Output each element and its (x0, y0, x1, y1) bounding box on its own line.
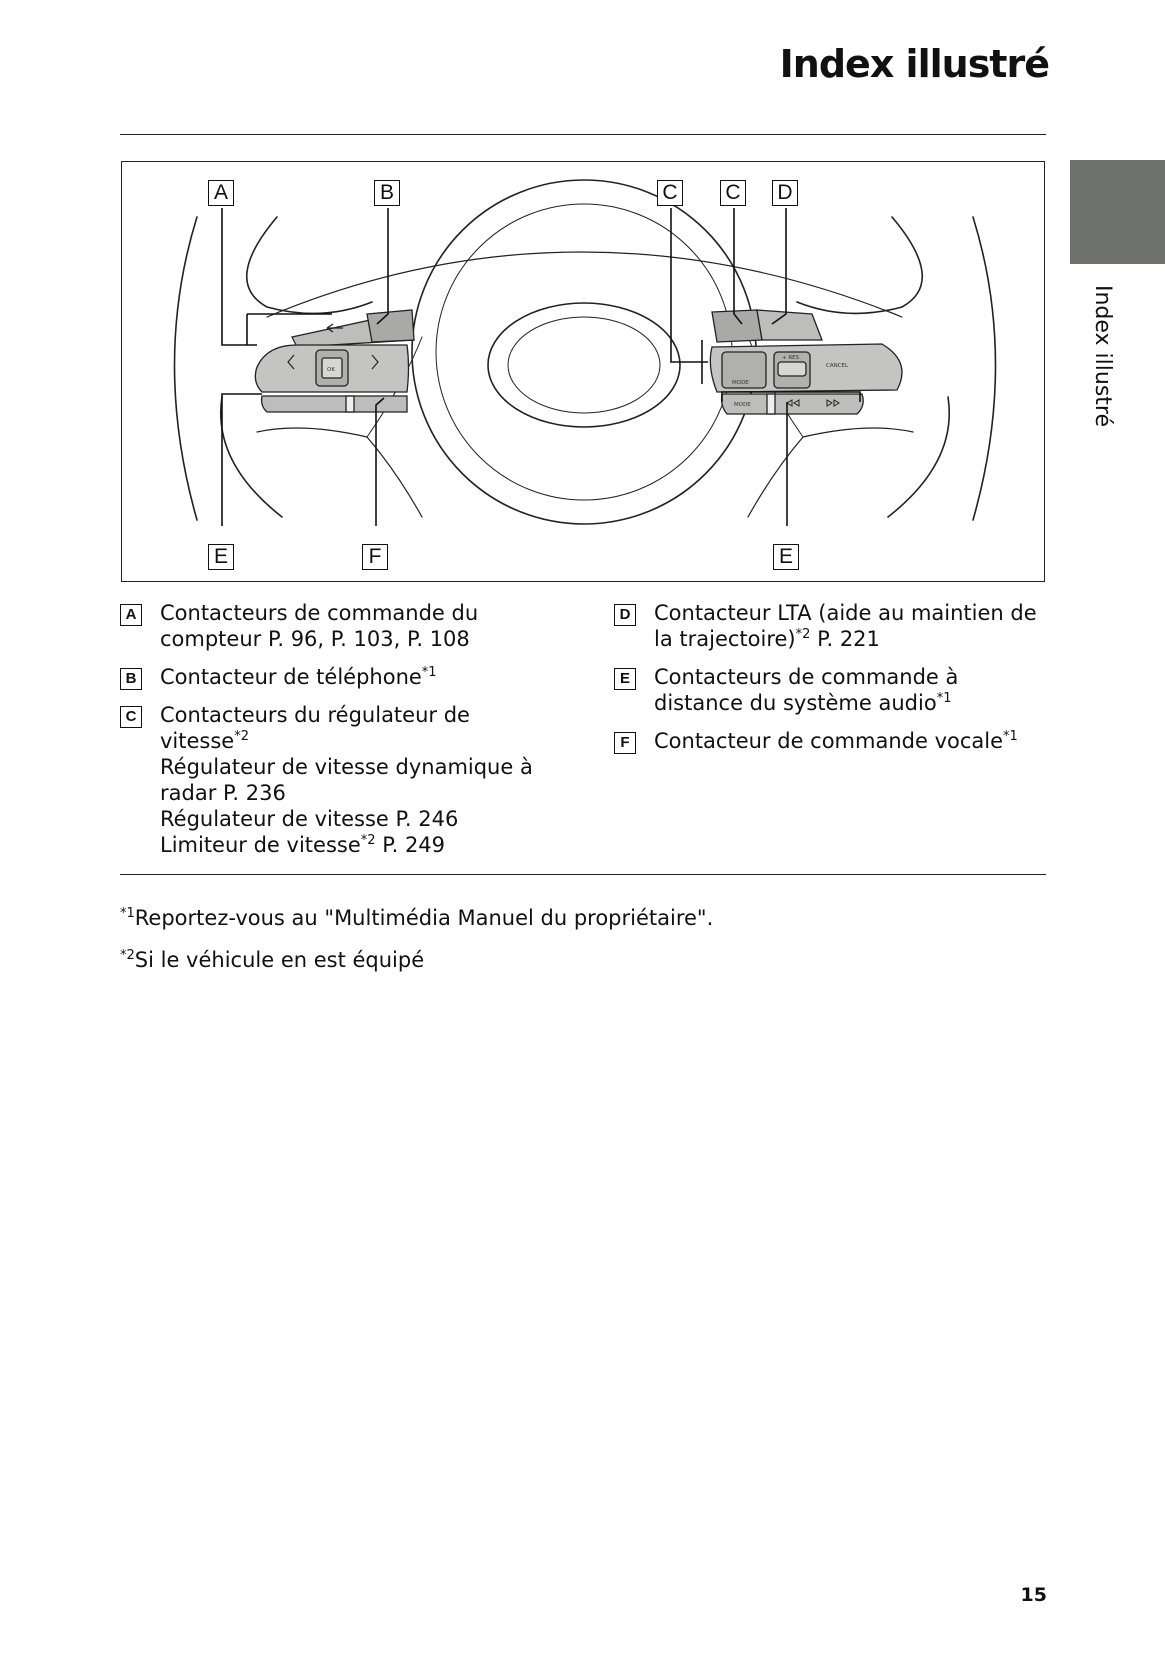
legend-text: Contacteurs de commande à distance du système audio (654, 665, 959, 715)
legend-right (614, 600, 1054, 766)
legend-key: D (614, 604, 636, 626)
cancel-label: CANCEL (826, 363, 849, 369)
legend-key: B (120, 668, 142, 690)
callout-c1: C (657, 180, 683, 206)
legend-subline: Régulateur de vitesse P. 246 (160, 807, 459, 831)
legend-item-b (120, 664, 540, 690)
ok-label: OK (327, 367, 335, 373)
legend-item-c (120, 702, 540, 858)
legend-subline: Régulateur de vitesse dynamique à radar P. 236 (160, 755, 533, 805)
legend-text: Contacteur de commande vocale (654, 729, 1004, 753)
footnote-text: Reportez-vous au "Multimédia Manuel du propriétaire". (134, 906, 714, 930)
legend-key: F (614, 732, 636, 754)
legend-ref: P. 221 (810, 627, 880, 651)
legend-item-a (120, 600, 540, 652)
footnote-2 (120, 947, 713, 973)
footnote-1 (120, 905, 713, 931)
section-tab-label: Index illustré (1090, 285, 1115, 428)
legend-rule (120, 874, 1046, 875)
callout-d: D (772, 180, 798, 206)
mode-label: MODE (732, 380, 749, 386)
footnote-mark: *2 (234, 729, 249, 744)
legend-text: Contacteur de téléphone (160, 665, 422, 689)
legend-key: A (120, 604, 142, 626)
callout-a: A (208, 180, 234, 206)
footnote-mark: *2 (360, 833, 376, 848)
page-title: Index illustré (779, 42, 1049, 86)
footnote-mark: *1 (1003, 729, 1018, 744)
steering-wheel-figure (121, 161, 1045, 582)
footnote-mark: *2 (795, 627, 811, 642)
callout-f: F (362, 544, 388, 570)
callout-e-right: E (773, 544, 799, 570)
legend-text: Contacteur LTA (aide au maintien de la trajectoire) (654, 601, 1037, 651)
legend-left (120, 600, 540, 870)
callout-b: B (374, 180, 400, 206)
legend-item-f (614, 728, 1054, 754)
footnote-mark: *2 (120, 948, 135, 963)
legend-key: C (120, 706, 142, 728)
footnote-mark: *1 (936, 691, 952, 706)
page-number: 15 (1020, 1584, 1047, 1606)
section-tab[interactable] (1070, 160, 1165, 264)
steering-wheel-illustration (122, 162, 1046, 583)
res-label: + RES (782, 355, 800, 361)
footnote-mark: *1 (120, 906, 135, 921)
legend-subline (160, 832, 540, 858)
legend-text: Contacteurs de commande du compteur P. 96, P. 103, P. 108 (160, 601, 479, 651)
footnotes (120, 905, 713, 989)
header-rule (120, 134, 1046, 135)
legend-key: E (614, 668, 636, 690)
callout-e-left: E (208, 544, 234, 570)
legend-subline-text: Limiteur de vitesse (160, 833, 361, 857)
footnote-text: Si le véhicule en est équipé (134, 948, 425, 972)
mode2-label: MODE (734, 402, 751, 408)
legend-item-d (614, 600, 1054, 652)
legend-item-e (614, 664, 1054, 716)
footnote-mark: *1 (421, 665, 437, 680)
callout-c2: C (720, 180, 746, 206)
legend-subline-ref: P. 249 (375, 833, 446, 857)
legend-text: Contacteurs du régulateur de vitesse (160, 703, 470, 753)
